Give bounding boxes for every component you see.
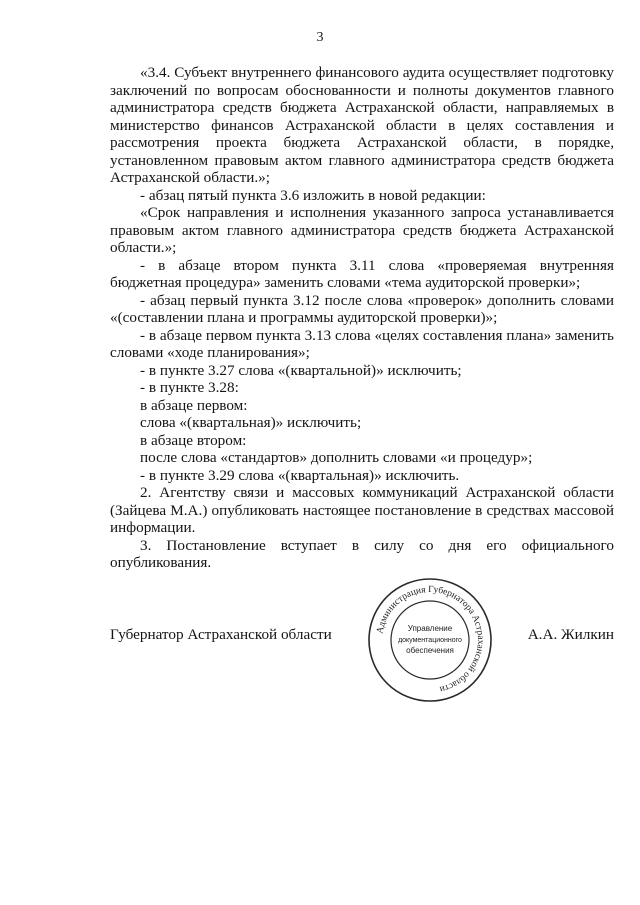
paragraph-3-6-text: «Срок направления и исполнения указанного запроса устанавливается правовым актом главного администратора средств бюджета Астраханской области.»; [110, 204, 614, 256]
paragraph-item-2: 2. Агентству связи и массовых коммуникаций Астраханской области (Зайцева М.А.) опубликовать настоящее постановление в средствах массовой информации. [110, 484, 614, 536]
stamp-line-3: обеспечения [406, 646, 454, 655]
official-stamp [366, 576, 494, 704]
paragraph-3-28-second-text: после слова «стандартов» дополнить словами «и процедур»; [140, 449, 533, 466]
signatory-position: Губернатор Астраханской области [110, 626, 332, 643]
paragraph-3-11: - в абзаце втором пункта 3.11 слова «проверяемая внутренняя бюджетная процедура» заменить словами «тема аудиторской проверки»; [110, 256, 614, 291]
stamp-line-1: Управление [407, 624, 453, 633]
paragraph-3-28-second: в абзаце втором: [140, 431, 247, 449]
paragraph-3-6-intro: - абзац пятый пункта 3.6 изложить в новой редакции: [140, 186, 486, 204]
page-number: 3 [316, 30, 324, 45]
document-body [110, 64, 614, 572]
stamp-ring-text: Администрация Губернатора Астраханской области [375, 584, 486, 694]
paragraph-item-3: 3. Постановление вступает в силу со дня его официального опубликования. [110, 536, 614, 571]
stamp-line-2: документационного [398, 637, 462, 644]
paragraph-3-28-first: в абзаце первом: [140, 396, 248, 414]
paragraph-3-28: - в пункте 3.28: [140, 379, 239, 396]
paragraph-3-13: - в абзаце первом пункта 3.13 слова «целях составления плана» заменить словами «ходе планирования»; [110, 326, 614, 361]
signatory-name: А.А. Жилкин [527, 626, 614, 643]
paragraph-3-12: - абзац первый пункта 3.12 после слова «проверок» дополнить словами «(составлении плана и программы аудиторской проверки)»; [110, 291, 614, 326]
paragraph-3-29: - в пункте 3.29 слова «(квартальная)» исключить. [140, 466, 460, 484]
paragraph-3-4: «3.4. Субъект внутреннего финансового аудита осуществляет подготовку заключений по вопросам обоснованности и полноты документов главного администратора средств бюджета Астраханской области, направляемых в министерство финансов Астраханской области в целях составления и рассмотрения проекта бюджета Астраханской области, в порядке, установленном правовым актом главного администратора средств бюджета Астраханской области.»; [110, 64, 614, 186]
paragraph-3-27: - в пункте 3.27 слова «(квартальной)» исключить; [140, 361, 462, 379]
paragraph-3-28-first-text: слова «(квартальная)» исключить; [140, 414, 362, 431]
